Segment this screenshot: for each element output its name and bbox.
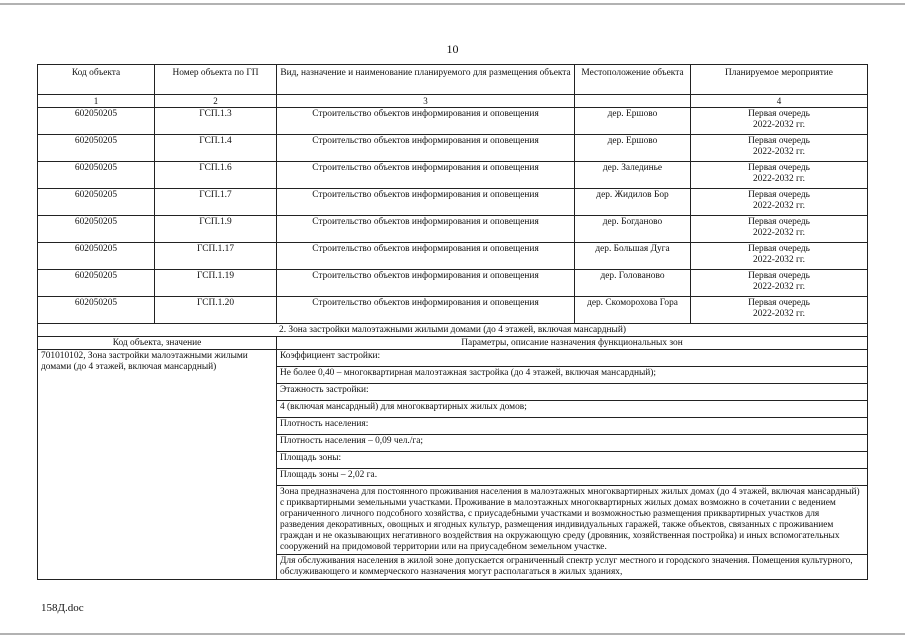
cell-gp: ГСП.1.6 xyxy=(155,162,277,189)
table-row xyxy=(38,297,868,324)
cell-gp: ГСП.1.19 xyxy=(155,270,277,297)
col-number: 3 xyxy=(277,95,575,108)
table-row xyxy=(38,162,868,189)
cell-gp: ГСП.1.17 xyxy=(155,243,277,270)
zone-params xyxy=(277,350,868,580)
table-row xyxy=(38,135,868,162)
zone-param: 4 (включая мансардный) для многоквартирных жилых домов; xyxy=(277,401,867,418)
cell-location: дер. Ершово xyxy=(575,108,691,135)
cell-code: 602050205 xyxy=(38,297,155,324)
plan-line: 2022-2032 гг. xyxy=(753,120,805,130)
plan-line: 2022-2032 гг. xyxy=(753,201,805,211)
header-gp-number: Номер объекта по ГП xyxy=(155,65,277,95)
plan-line: Первая очередь xyxy=(748,271,810,281)
plan-line: 2022-2032 гг. xyxy=(753,147,805,157)
header-object-type: Вид, назначение и наименование планируемого для размещения объекта xyxy=(277,65,575,95)
zone-param: Не более 0,40 – многоквартирная малоэтажная застройка (до 4 этажей, включая мансардный); xyxy=(277,367,867,384)
cell-type: Строительство объектов информирования и оповещения xyxy=(277,108,575,135)
cell-type: Строительство объектов информирования и оповещения xyxy=(277,297,575,324)
cell-location: дер. Большая Дуга xyxy=(575,243,691,270)
cell-type: Строительство объектов информирования и оповещения xyxy=(277,189,575,216)
plan-line: Первая очередь xyxy=(748,163,810,173)
plan-line: 2022-2032 гг. xyxy=(753,174,805,184)
cell-gp: ГСП.1.3 xyxy=(155,108,277,135)
plan-line: 2022-2032 гг. xyxy=(753,309,805,319)
cell-code: 602050205 xyxy=(38,135,155,162)
plan-line: Первая очередь xyxy=(748,298,810,308)
column-number-row xyxy=(38,95,868,108)
section-title: 2. Зона застройки малоэтажными жилыми домами (до 4 этажей, включая мансардный) xyxy=(38,324,868,337)
cell-gp: ГСП.1.20 xyxy=(155,297,277,324)
col-number xyxy=(575,95,691,108)
subheader-params: Параметры, описание назначения функциональных зон xyxy=(277,337,868,350)
footer-filename: 158Д.doc xyxy=(41,602,84,614)
header-location: Местоположение объекта xyxy=(575,65,691,95)
planning-table xyxy=(37,64,868,580)
cell-gp: ГСП.1.9 xyxy=(155,216,277,243)
cell-location: дер. Голованово xyxy=(575,270,691,297)
zone-param: Для обслуживания населения в жилой зоне допускается ограниченный спектр услуг местного и городского значения. Помещения культурного, обслуживающего и коммерческого назначения могут располагаться в жилых зданиях, xyxy=(280,556,853,577)
page-number: 10 xyxy=(446,42,459,56)
plan-line: 2022-2032 гг. xyxy=(753,228,805,238)
cell-plan xyxy=(691,270,868,297)
table-row xyxy=(38,189,868,216)
cell-code: 602050205 xyxy=(38,216,155,243)
cell-type: Строительство объектов информирования и оповещения xyxy=(277,270,575,297)
cell-plan xyxy=(691,189,868,216)
cell-gp: ГСП.1.4 xyxy=(155,135,277,162)
col-number: 2 xyxy=(155,95,277,108)
scan-bottom-edge xyxy=(0,633,905,635)
plan-line: 2022-2032 гг. xyxy=(753,282,805,292)
zone-param: Этажность застройки: xyxy=(277,384,867,401)
cell-plan xyxy=(691,297,868,324)
cell-plan xyxy=(691,243,868,270)
cell-code: 602050205 xyxy=(38,162,155,189)
cell-type: Строительство объектов информирования и оповещения xyxy=(277,162,575,189)
cell-code: 602050205 xyxy=(38,270,155,297)
cell-type: Строительство объектов информирования и оповещения xyxy=(277,243,575,270)
table-header-row xyxy=(38,65,868,95)
zone-param: Площадь зоны – 2,02 га. xyxy=(277,469,867,486)
table-row xyxy=(38,270,868,297)
zone-code: 701010102, Зона застройки малоэтажными жилыми домами (до 4 этажей, включая мансардный) xyxy=(38,350,277,580)
cell-code: 602050205 xyxy=(38,108,155,135)
zone-row xyxy=(38,350,868,580)
cell-location: дер. Богданово xyxy=(575,216,691,243)
header-planned-action: Планируемое мероприятие xyxy=(691,65,868,95)
zone-param: Площадь зоны: xyxy=(277,452,867,469)
cell-plan xyxy=(691,135,868,162)
cell-type: Строительство объектов информирования и оповещения xyxy=(277,135,575,162)
cell-code: 602050205 xyxy=(38,243,155,270)
table-row xyxy=(38,243,868,270)
scan-top-edge xyxy=(0,3,905,5)
plan-line: 2022-2032 гг. xyxy=(753,255,805,265)
zone-param: Плотность населения – 0,09 чел./га; xyxy=(277,435,867,452)
zone-subheader-row xyxy=(38,337,868,350)
zone-param: Коэффициент застройки: xyxy=(277,350,867,367)
plan-line: Первая очередь xyxy=(748,190,810,200)
cell-location: дер. Залединье xyxy=(575,162,691,189)
header-object-code: Код объекта xyxy=(38,65,155,95)
col-number: 1 xyxy=(38,95,155,108)
plan-line: Первая очередь xyxy=(748,109,810,119)
cell-type: Строительство объектов информирования и оповещения xyxy=(277,216,575,243)
zone-param: Зона предназначена для постоянного проживания населения в малоэтажных многоквартирных жилых домах (до 4 этажей, включая мансардный) с приквартирными земельными участками. Проживание в малоэтажных многоквартирных жилых домах возможно в сочетании с ведением ограниченного личного подсобного хозяйства, с приусадебными участками и возможностью размещения приквартирных участков для разведения декоративных, овощных и ягодных культур, размещения индивидуальных гаражей, также объектов, связанных с проживанием граждан и не оказывающих негативного воздействия на окружающую среду (дровяник, хозяйственная постройка) и иных вспомогательных сооружений на придомовой территории или на приусадебном земельном участке. xyxy=(277,486,867,555)
zone-param: Плотность населения: xyxy=(277,418,867,435)
cell-gp: ГСП.1.7 xyxy=(155,189,277,216)
cell-plan xyxy=(691,162,868,189)
section-title-row xyxy=(38,324,868,337)
subheader-code: Код объекта, значение xyxy=(38,337,277,350)
table-row xyxy=(38,108,868,135)
cell-location: дер. Ершово xyxy=(575,135,691,162)
cell-code: 602050205 xyxy=(38,189,155,216)
col-number: 4 xyxy=(691,95,868,108)
plan-line: Первая очередь xyxy=(748,136,810,146)
cell-location: дер. Скоморохова Гора xyxy=(575,297,691,324)
cell-location: дер. Жидилов Бор xyxy=(575,189,691,216)
plan-line: Первая очередь xyxy=(748,244,810,254)
table-row xyxy=(38,216,868,243)
plan-line: Первая очередь xyxy=(748,217,810,227)
cell-plan xyxy=(691,216,868,243)
cell-plan xyxy=(691,108,868,135)
